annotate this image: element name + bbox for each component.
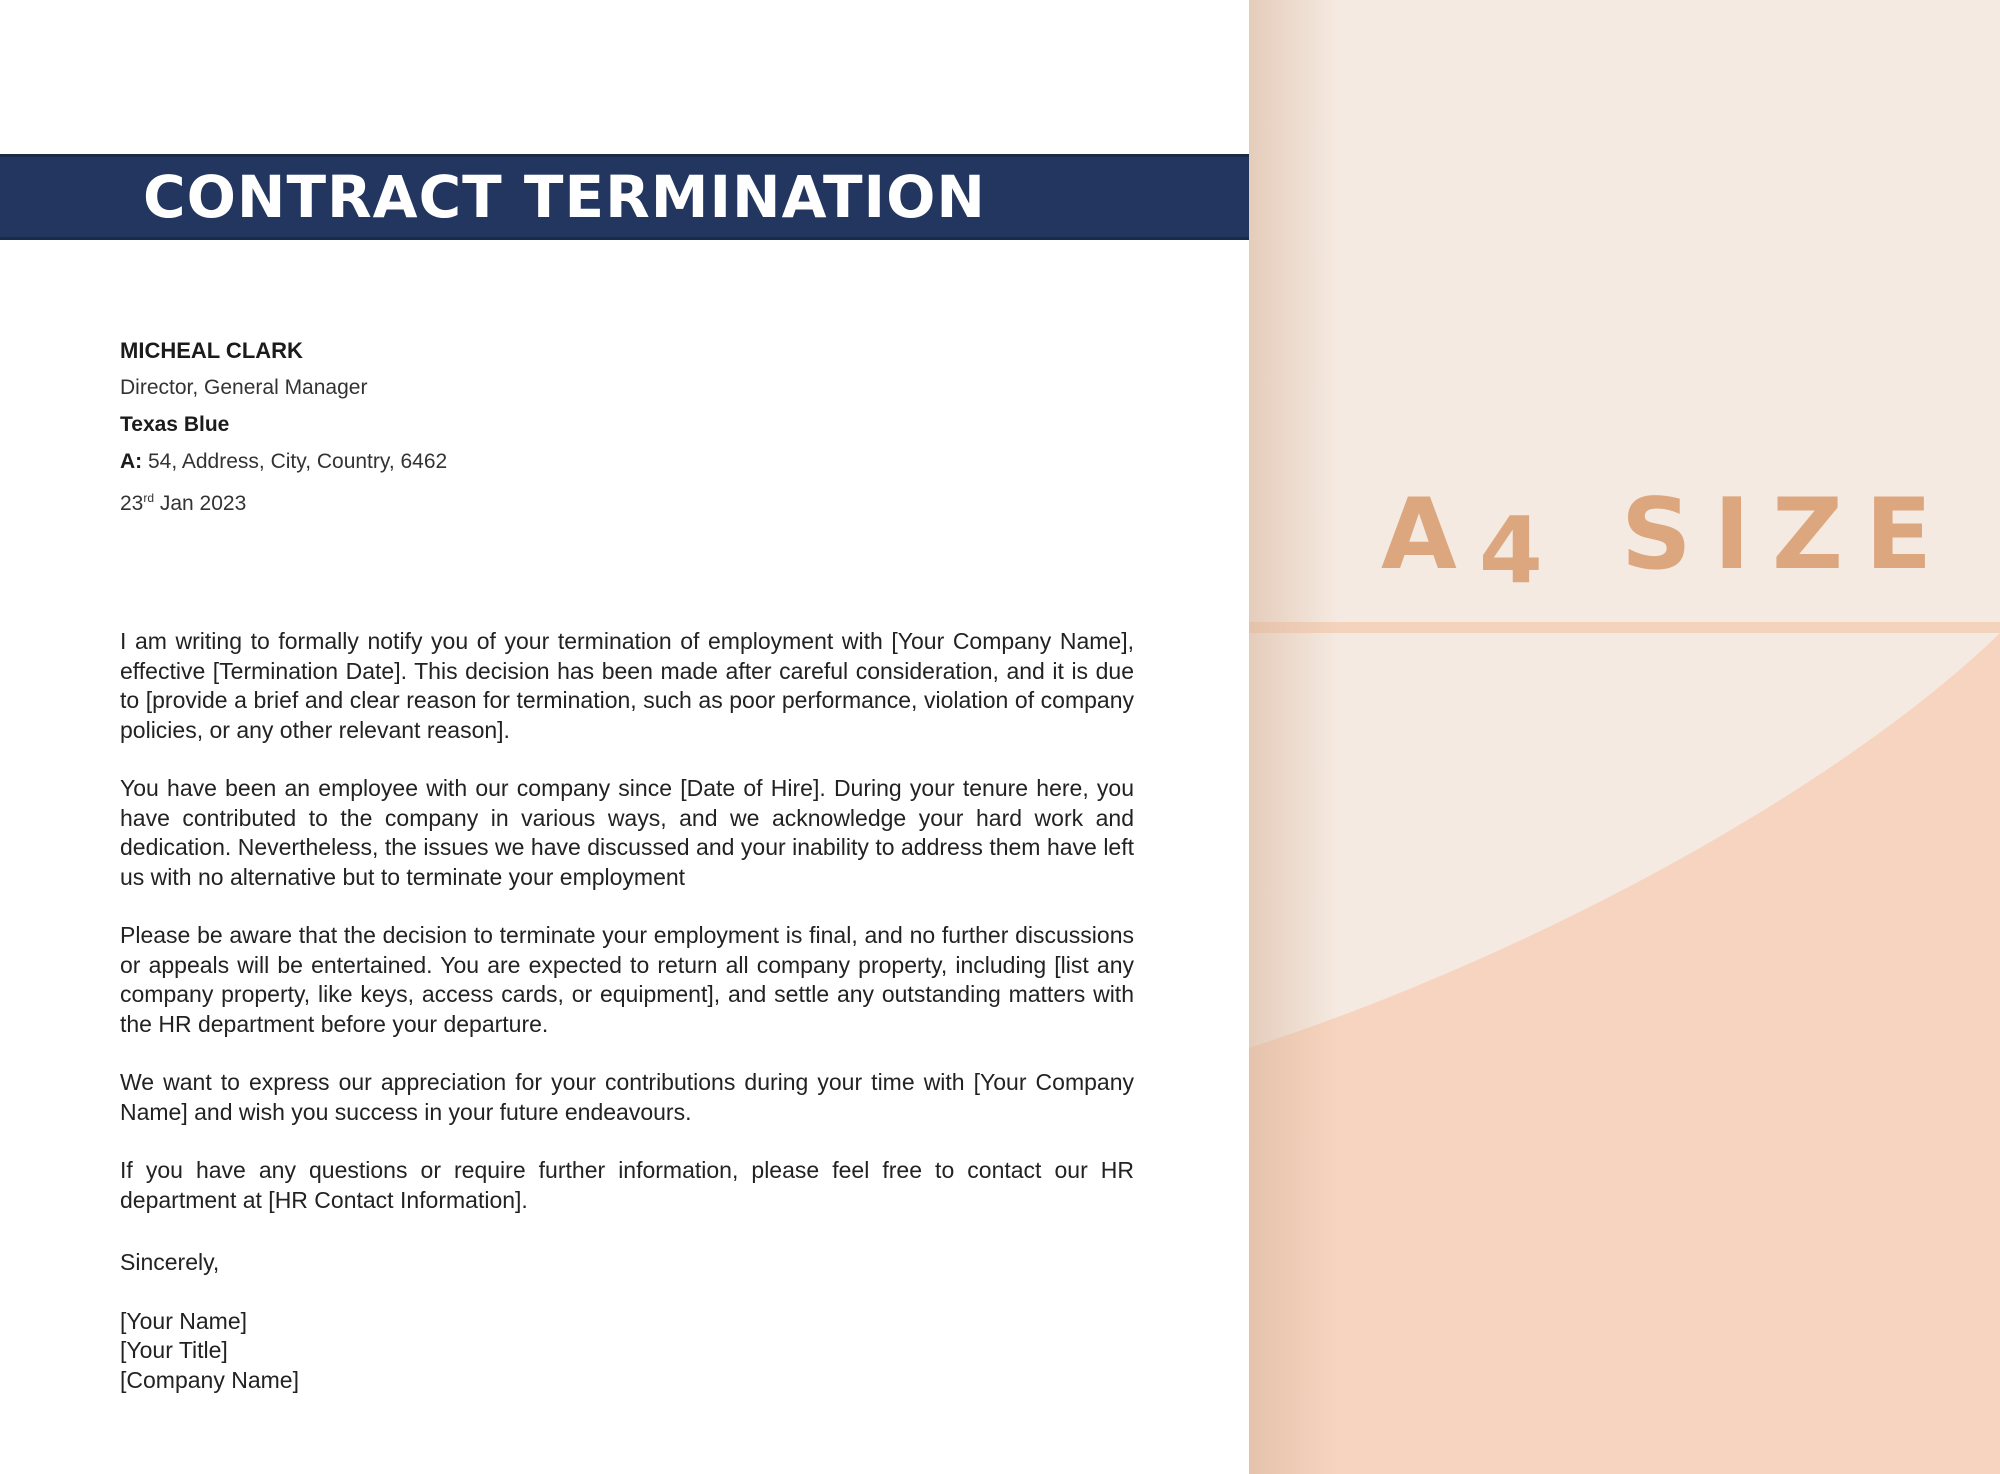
paragraph: I am writing to formally notify you of your termination of employment with [Your Company Name], effective [Termination Date]. This decision has been made after careful consideration, and it is due to [provide a brief and clear reason for termination, such as poor performance, violation of company policies, or any other relevant reason].: [120, 628, 1134, 743]
signature-title: [Your Title]: [120, 1337, 228, 1363]
sender-address: [120, 443, 447, 480]
sender-company: Texas Blue: [120, 413, 230, 436]
paragraph: You have been an employee with our company since [Date of Hire]. During your tenure here, you have contributed to the company in various ways, and we acknowledge your hard work and dedication. Nevertheless, the issues we have discussed and your inability to address them have left us with no alternative but to terminate your employment: [120, 775, 1134, 890]
paragraph: If you have any questions or require further information, please feel free to contact our HR department at [HR Contact Information].: [120, 1157, 1134, 1213]
address-label: A:: [120, 450, 143, 473]
decorative-side-panel: [1249, 0, 2000, 1474]
divider-band: [1249, 622, 2000, 633]
label-digit: 4: [1478, 497, 1565, 604]
closing-salutation: Sincerely,: [120, 1249, 220, 1275]
paragraph: We want to express our appreciation for your contributions during your time with [Your Company Name] and wish you success in your future endeavours.: [120, 1069, 1134, 1125]
signature-name: [Your Name]: [120, 1307, 247, 1334]
letter-body: [120, 627, 1134, 1244]
decorative-shapes: [1249, 0, 2000, 1474]
date-day: 23: [120, 492, 144, 515]
signature-company: [Company Name]: [120, 1366, 299, 1393]
sender-position: Director, General Manager: [120, 376, 368, 399]
date-suffix: rd: [143, 491, 155, 505]
address-text: 54, Address, City, Country, 6462: [142, 450, 448, 473]
paragraph: Please be aware that the decision to terminate your employment is final, and no further discussions or appeals will be entertained. You are expected to return all company property, including [list any company property, like keys, access cards, or equipment], and settle any outstanding matters with the HR department before your departure.: [120, 922, 1134, 1037]
document-title: CONTRACT TERMINATION: [143, 163, 986, 231]
closing-block: [120, 1248, 299, 1395]
a4-size-label: [1381, 478, 1981, 604]
label-suffix: SIZE: [1564, 478, 1955, 592]
sender-name: MICHEAL CLARK: [120, 338, 303, 363]
curved-accent-shape: [1249, 633, 2000, 1474]
signature-block: [120, 1307, 299, 1396]
sender-block: [120, 332, 447, 522]
label-prefix: A: [1381, 478, 1479, 592]
title-banner: [0, 154, 1249, 240]
letter-date: [120, 480, 447, 522]
date-rest: Jan 2023: [154, 492, 247, 515]
page-shadow: [1249, 0, 1339, 1474]
